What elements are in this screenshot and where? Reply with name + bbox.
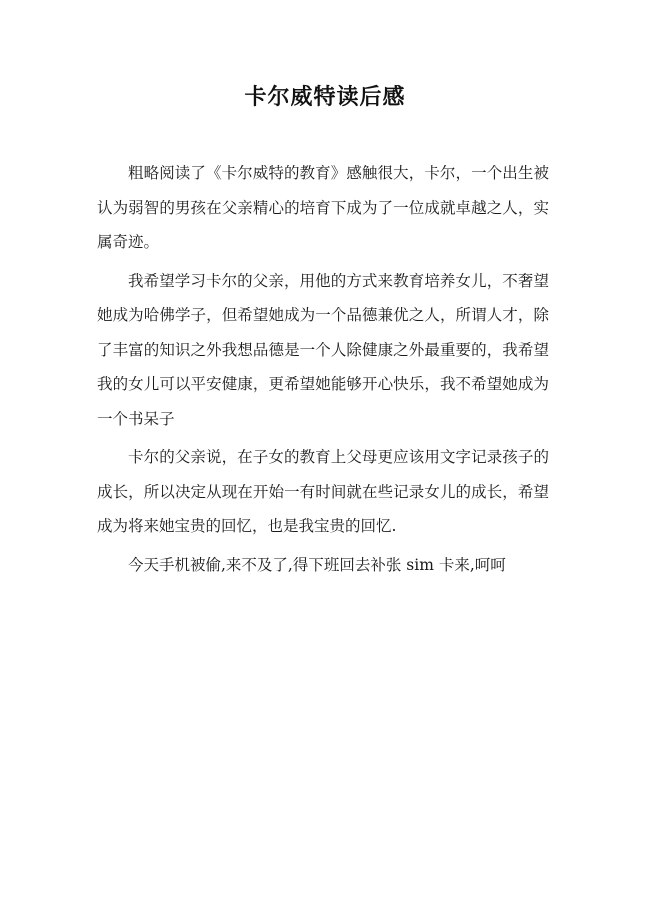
paragraph-3: 卡尔的父亲说，在子女的教育上父母更应该用文字记录孩子的成长，所以决定从现在开始一有时间就在些记录女儿的成长，希望成为将来她宝贵的回忆，也是我宝贵的回忆. bbox=[97, 448, 549, 535]
paragraph-2: 我希望学习卡尔的父亲，用他的方式来教育培养女儿，不奢望她成为哈佛学子，但希望她成为一个品德兼优之人，所谓人才，除了丰富的知识之外我想品德是一个人除健康之外最重要的，我希望我的女儿可以平安健康，更希望她能够开心快乐，我不希望她成为一个书呆子 bbox=[97, 271, 549, 428]
document-body bbox=[97, 156, 549, 586]
document-title: 卡尔威特读后感 bbox=[244, 85, 406, 110]
paragraph-4: 今天手机被偷,来不及了,得下班回去补张 sim 卡来,呵呵 bbox=[128, 555, 506, 574]
paragraph-1: 粗略阅读了《卡尔威特的教育》感触很大，卡尔，一个出生被认为弱智的男孩在父亲精心的培育下成为了一位成就卓越之人，实属奇迹。 bbox=[97, 164, 549, 251]
